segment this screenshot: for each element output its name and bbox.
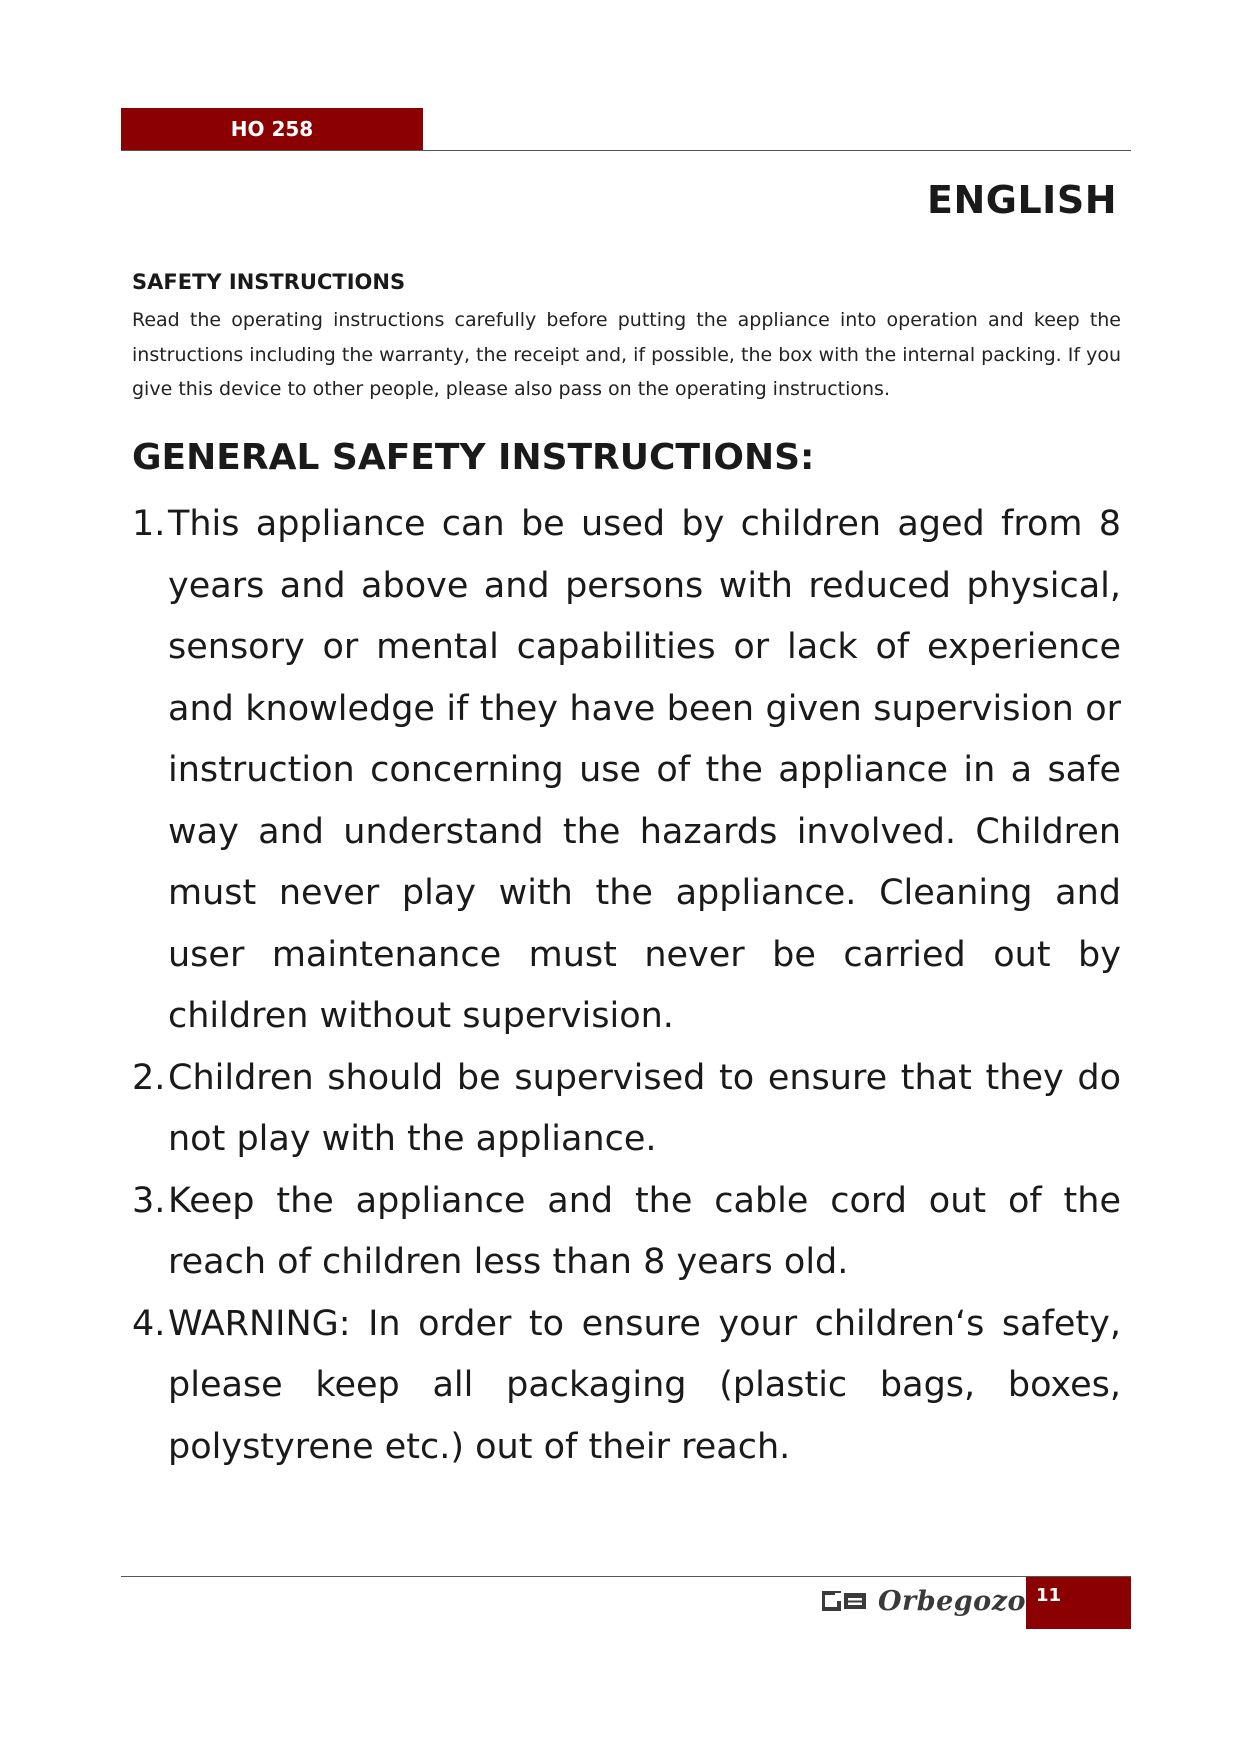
safety-instructions-text: Read the operating instructions carefully before putting the appliance into operation and keep the instructions including the warranty, the receipt and, if possible, the box with the internal packing. If you give this device to other people, please also pass on the operating instructions. bbox=[132, 309, 1121, 400]
brand-mark-icon bbox=[822, 1590, 868, 1612]
page-number: 11 bbox=[1026, 1577, 1131, 1629]
language-label: ENGLISH bbox=[927, 178, 1117, 222]
instruction-text: Children should be supervised to ensure that they do not play with the appliance. bbox=[168, 1057, 1121, 1159]
instructions-list bbox=[132, 494, 1121, 1478]
instruction-number: 1. bbox=[132, 504, 166, 544]
safety-instructions-heading: SAFETY INSTRUCTIONS bbox=[132, 270, 406, 294]
instruction-item bbox=[132, 494, 1121, 1048]
instruction-number: 3. bbox=[132, 1180, 166, 1221]
footer-divider bbox=[121, 1576, 1131, 1577]
instruction-item bbox=[132, 1294, 1121, 1479]
instruction-item bbox=[132, 1171, 1121, 1294]
header-divider bbox=[121, 150, 1131, 151]
instruction-text: Keep the appliance and the cable cord out of the reach of children less than 8 years old. bbox=[168, 1180, 1121, 1282]
instruction-number: 2. bbox=[132, 1057, 166, 1098]
instruction-number: 4. bbox=[132, 1303, 166, 1344]
instruction-text: This appliance can be used by children aged from 8 years and above and persons with reduced physical, sensory or mental capabilities or lack of experience and knowledge if they have been given supervision or instruction concerning use of the appliance in a safe way and understand the hazards involved. Children must never play with the appliance. Cleaning and user maintenance must never be carried out by children without supervision. bbox=[168, 504, 1121, 1036]
model-tab: HO 258 bbox=[121, 108, 423, 151]
brand-logo bbox=[822, 1580, 1026, 1622]
instruction-text: WARNING: In order to ensure your children‘s safety, please keep all packaging (plastic bags, boxes, polystyrene etc.) out of their reach. bbox=[168, 1303, 1121, 1467]
brand-name: Orbegozo bbox=[878, 1585, 1027, 1617]
general-safety-heading: GENERAL SAFETY INSTRUCTIONS: bbox=[132, 437, 815, 478]
instruction-item bbox=[132, 1048, 1121, 1171]
